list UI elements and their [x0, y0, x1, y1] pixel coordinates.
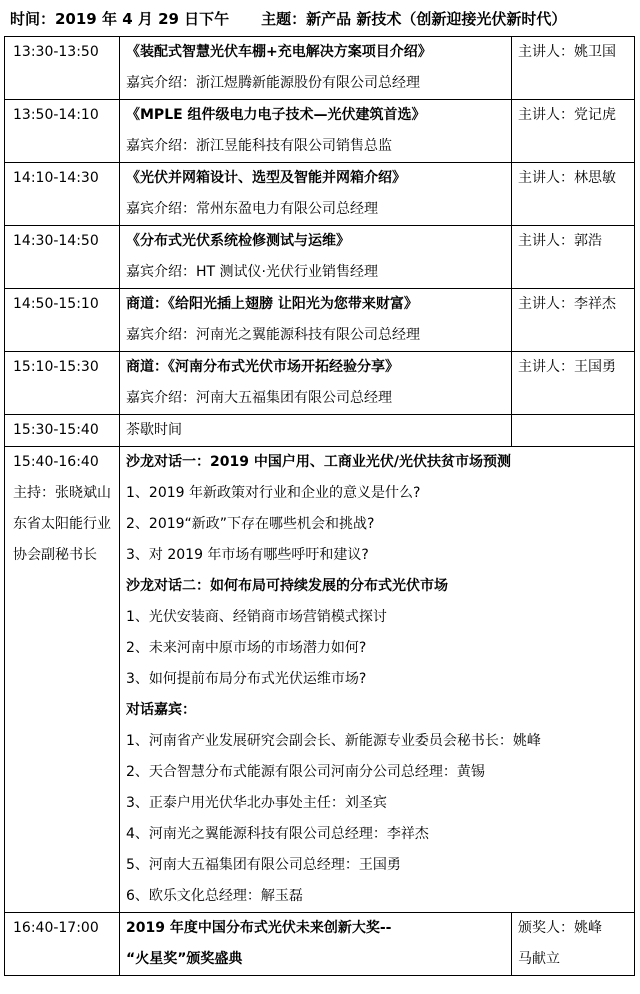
session-speaker: 主讲人：林思敏: [518, 170, 616, 186]
session-guest: 嘉宾介绍：常州东盈电力有限公司总经理: [126, 201, 378, 217]
session-guest: 嘉宾介绍：浙江昱能科技有限公司销售总监: [126, 138, 392, 154]
session-title: 《光伏并网箱设计、选型及智能并网箱介绍》: [126, 170, 406, 186]
salon-guest: 3、正泰户用光伏华北办事处主任：刘圣宾: [126, 795, 387, 811]
session-time: 14:10-14:30: [13, 170, 99, 186]
session-title: 《MPLE 组件级电力电子技术—光伏建筑首选》: [126, 107, 426, 123]
salon-guest: 1、河南省产业发展研究会副会长、新能源专业委员会秘书长：姚峰: [126, 733, 541, 749]
session-title: 《装配式智慧光伏车棚+充电解决方案项目介绍》: [126, 44, 432, 60]
session-row: [5, 100, 635, 163]
session-row: [5, 163, 635, 226]
award-title-line2: “火星奖”颁奖盛典: [126, 951, 243, 967]
session-guest: 嘉宾介绍：HT 测试仪·光伏行业销售经理: [126, 264, 378, 280]
salon-topic1-item: 2、2019“新政”下存在哪些机会和挑战?: [126, 516, 375, 532]
salon-topic2-item: 3、如何提前布局分布式光伏运维市场?: [126, 671, 367, 687]
break-row: [5, 415, 635, 447]
session-guest: 嘉宾介绍：河南大五福集团有限公司总经理: [126, 390, 392, 406]
session-speaker: 主讲人：郭浩: [518, 233, 602, 249]
break-label: 茶歇时间: [126, 422, 182, 438]
session-time: 15:10-15:30: [13, 359, 99, 375]
salon-host: 主持：张晓斌山东省太阳能行业协会副秘书长: [13, 485, 111, 563]
session-row: [5, 37, 635, 100]
session-time: 13:30-13:50: [13, 44, 99, 60]
session-title: 《分布式光伏系统检修测试与运维》: [126, 233, 350, 249]
salon-time: 15:40-16:40: [13, 454, 99, 470]
session-guest: 嘉宾介绍：河南光之翼能源科技有限公司总经理: [126, 327, 420, 343]
session-time: 14:30-14:50: [13, 233, 99, 249]
session-speaker: 主讲人：李祥杰: [518, 296, 616, 312]
award-presenter-line2: 马献立: [518, 951, 560, 967]
award-title-line1: 2019 年度中国分布式光伏未来创新大奖--: [126, 920, 392, 936]
session-row: [5, 289, 635, 352]
session-title: 商道：《河南分布式光伏市场开拓经验分享》: [126, 359, 399, 375]
agenda-table: [4, 36, 635, 976]
salon-topic1-title: 沙龙对话一：2019 中国户用、工商业光伏/光伏扶贫市场预测: [126, 454, 511, 470]
session-time: 13:50-14:10: [13, 107, 99, 123]
session-speaker: 主讲人：姚卫国: [518, 44, 616, 60]
award-row: [5, 913, 635, 976]
session-speaker: 主讲人：王国勇: [518, 359, 616, 375]
header-theme: 主题：新产品 新技术（创新迎接光伏新时代）: [261, 9, 567, 28]
salon-guest: 4、河南光之翼能源科技有限公司总经理：李祥杰: [126, 826, 429, 842]
salon-guest: 2、天合智慧分布式能源有限公司河南分公司总经理：黄锡: [126, 764, 485, 780]
header-time: 时间：2019 年 4 月 29 日下午: [10, 9, 230, 28]
salon-guest: 6、欧乐文化总经理：解玉磊: [126, 888, 303, 904]
session-time: 14:50-15:10: [13, 296, 99, 312]
salon-guests-title: 对话嘉宾：: [126, 702, 196, 718]
award-presenter-line1: 颁奖人：姚峰: [518, 920, 602, 936]
salon-row: [5, 447, 635, 913]
agenda-header: [0, 0, 640, 36]
session-speaker: 主讲人：党记虎: [518, 107, 616, 123]
session-row: [5, 226, 635, 289]
salon-topic2-item: 1、光伏安装商、经销商市场营销模式探讨: [126, 609, 387, 625]
award-time: 16:40-17:00: [13, 920, 99, 936]
break-time: 15:30-15:40: [13, 422, 99, 438]
salon-topic1-item: 3、对 2019 年市场有哪些呼吁和建议?: [126, 547, 369, 563]
salon-topic2-title: 沙龙对话二：如何布局可持续发展的分布式光伏市场: [126, 578, 448, 594]
session-title: 商道：《给阳光插上翅膀 让阳光为您带来财富》: [126, 296, 418, 312]
salon-topic1-item: 1、2019 年新政策对行业和企业的意义是什么?: [126, 485, 421, 501]
salon-guest: 5、河南大五福集团有限公司总经理：王国勇: [126, 857, 401, 873]
session-guest: 嘉宾介绍：浙江煜腾新能源股份有限公司总经理: [126, 75, 420, 91]
session-row: [5, 352, 635, 415]
salon-topic2-item: 2、未来河南中原市场的市场潜力如何?: [126, 640, 367, 656]
